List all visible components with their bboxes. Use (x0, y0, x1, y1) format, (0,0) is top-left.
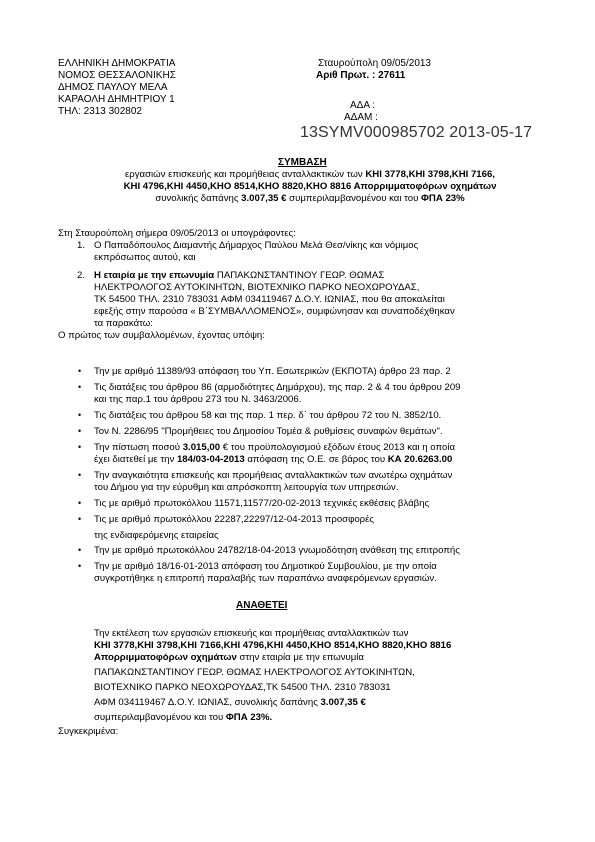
party-2-line (94, 270, 384, 282)
assign-line: ΒΙΟΤΕΧΝΙΚΟ ΠΑΡΚΟ ΝΕΟΧΩΡΟΥΔΑΣ,ΤΚ 54500 ΤΗΛ. 2310 783031 (94, 682, 391, 693)
party-1-number: 1. (77, 240, 86, 251)
adam-label: ΑΔΑΜ : (344, 112, 378, 123)
bullet-text: της ενδιαφερόμενης εταιρείας (94, 530, 219, 541)
party-1-line: Ο Παπαδόπουλος Διαμαντής Δήμαρχος Παύλου Μελά Θεσ/νίκης και νόμιμος (94, 240, 419, 251)
bullet-text-part: Την πίστωση ποσού (94, 442, 183, 453)
total-amount: 3.007,35 € (241, 193, 287, 204)
party-2-line: τα παρακάτω: (94, 318, 153, 329)
subtitle-line-3 (40, 193, 580, 205)
bullet-text-part: € του προϋπολογισμού εξόδων έτους 2013 και η οποία (220, 442, 455, 453)
issuer-line: ΚΑΡΑΟΛΗ ΔΗΜΗΤΡΙΟΥ 1 (58, 94, 175, 105)
bullet-icon: • (78, 545, 82, 555)
vehicle-plates: ΚΗΙ 3778,ΚΗΙ 3798,ΚΗΙ 7166, (365, 169, 495, 180)
first-party-line: Ο πρώτος των συμβαλλομένων, έχοντας υπόψη: (58, 330, 265, 341)
assign-vehicles: Απορριμματοφόρων οχημάτων (94, 652, 237, 663)
bullet-text: Την με αριθμό 11389/93 απόφαση του Υπ. Εσωτερικών (ΕΚΠΟΤΑ) άρθρο 23 παρ. 2 (94, 366, 451, 377)
place-date: Σταυρούπολη 09/05/2013 (318, 58, 431, 69)
bullet-text-part: απόφαση της Ο.Ε. σε βάρος του (244, 454, 388, 465)
bullet-text (94, 454, 452, 466)
bullet-text: Τις διατάξεις του άρθρου 86 (αρμοδιότητες Δημάρχου), της παρ. 2 & 4 του άρθρου 209 (94, 382, 461, 393)
bullet-text (94, 442, 455, 454)
budget-code: ΚΑ 20.6263.00 (387, 454, 453, 465)
assign-text: στην εταιρία με την επωνυμία (236, 652, 364, 663)
bullet-text: και της παρ.1 του άρθρου 273 του Ν. 3463/2006. (94, 394, 302, 405)
assign-line: Την εκτέλεση των εργασιών επισκευής και προμήθειας ανταλλακτικών των (94, 628, 409, 639)
subtitle-text: εργασιών επισκευής και προμήθειας ανταλλακτικών των (125, 169, 366, 180)
issuer-line: ΔΗΜΟΣ ΠΑΥΛΟΥ ΜΕΛΑ (58, 82, 168, 93)
bullet-icon: • (78, 561, 82, 571)
assign-text: ΑΦΜ 034119467 Δ.Ο.Υ. ΙΩΝΙΑΣ, συνολικής δαπάνης (94, 697, 321, 708)
bullet-text: Τις διατάξεις του άρθρου 58 και της παρ. 1 περ. δ΄ του άρθρου 72 του Ν. 3852/10. (94, 410, 442, 421)
subtitle-line-2: ΚΗΙ 4796,ΚΗΙ 4450,ΚΗΟ 8514,ΚΗΟ 8820,ΚΗΟ 8816 Απορριμματοφόρων οχημάτων (123, 181, 497, 192)
specifically-line: Συγκεκριμένα: (58, 726, 119, 737)
ada-label: ΑΔΑ : (350, 100, 376, 111)
decision-number: 184/03-04-2013 (176, 454, 245, 465)
assign-vat: ΦΠΑ 23%. (225, 712, 273, 723)
vat-rate: ΦΠΑ 23% (421, 193, 465, 204)
issuer-line: ΕΛΛΗΝΙΚΗ ΔΗΜΟΚΡΑΤΙΑ (58, 58, 176, 69)
credit-amount: 3.015,00 (182, 442, 221, 453)
assign-line: ΠΑΠΑΚΩΝΣΤΑΝΤΙΝΟΥ ΓΕΩΡ. ΘΩΜΑΣ ΗΛΕΚΤΡΟΛΟΓΟΣ ΑΥΤΟΚΙΝΗΤΩΝ, (94, 667, 415, 678)
document-title: ΣΥΜΒΑΣΗ (278, 157, 327, 168)
bullet-text: συγκροτήθηκε η επιτροπή παραλαβής των παραπάνω αναφερόμενων εργασιών. (94, 573, 437, 584)
party-2-number: 2. (77, 270, 86, 281)
party-2-line: ΗΛΕΚΤΡΟΛΟΓΟΣ ΑΥΤΟΚΙΝΗΤΩΝ, ΒΙΟΤΕΧΝΙΚΟ ΠΑΡΚΟ ΝΕΟΧΩΡΟΥΔΑΣ, (94, 282, 420, 293)
party-2-name: ΠΑΠΑΚΩΝΣΤΑΝΤΙΝΟΥ ΓΕΩΡ. ΘΩΜΑΣ (214, 270, 385, 281)
bullet-icon: • (78, 382, 82, 392)
bullet-text: Τις με αριθμό πρωτοκόλλου 11571,11577/20-02-2013 τεχνικές εκθέσεις βλάβης (94, 498, 430, 509)
bullet-icon: • (78, 442, 82, 452)
bullet-text: Τον Ν. 2286/95 "Προμήθειες του Δημοσίου Τομέα & ρυθμίσεις συναφών θεμάτων". (94, 426, 443, 437)
assign-line (94, 652, 364, 664)
issuer-line: ΝΟΜΟΣ ΘΕΣΣΑΛΟΝΙΚΗΣ (58, 70, 176, 81)
issuer-block (58, 58, 176, 118)
bullet-icon: • (78, 514, 82, 524)
bullet-icon: • (78, 366, 82, 376)
assign-line (94, 697, 366, 709)
assign-amount: 3.007,35 € (320, 697, 366, 708)
assign-plates: ΚΗΙ 3778,ΚΗΙ 3798,ΚΗΙ 7166,ΚΗΙ 4796,ΚΗΙ 4450,ΚΗΟ 8514,ΚΗΟ 8820,ΚΗΟ 8816 (94, 640, 452, 651)
subtitle-text: συνολικής δαπάνης (155, 193, 242, 204)
subtitle-text: συμπεριλαμβανομένου και του (286, 193, 422, 204)
party-1-line: εκπρόσωπος αυτού, και (94, 252, 196, 263)
adam-number: 13SYMV000985702 2013-05-17 (300, 124, 533, 141)
bullet-text: Την με αριθμό πρωτοκόλλου 24782/18-04-2013 γνωμοδότηση ανάθεση της επιτροπής (94, 545, 460, 556)
bullet-icon: • (78, 410, 82, 420)
subtitle-line-1 (40, 169, 580, 181)
bullet-text: Την με αριθμό 18/16-01-2013 απόφαση του Δημοτικού Συμβουλίου, με την οποία (94, 561, 437, 572)
bullet-icon: • (78, 470, 82, 480)
party-2-line: ΤΚ 54500 ΤΗΛ. 2310 783031 ΑΦΜ 034119467 Δ.Ο.Υ. ΙΩΝΙΑΣ, που θα αποκαλείται (94, 294, 445, 305)
bullet-text-part: έχει διατεθεί με την (94, 454, 177, 465)
assign-line (94, 712, 272, 724)
bullet-icon: • (78, 498, 82, 508)
intro-line: Στη Σταυρούπολη σήμερα 09/05/2013 οι υπογράφοντες: (58, 228, 296, 239)
assign-text: συμπεριλαμβανομένου και του (94, 712, 226, 723)
bullet-text: του Δήμου για την εύρυθμη και απρόσκοπτη λειτουργία των υπηρεσιών. (94, 482, 399, 493)
bullet-icon: • (78, 426, 82, 436)
issuer-line: ΤΗΛ: 2313 302802 (58, 106, 142, 117)
party-2-company-label: Η εταιρία με την επωνυμία (94, 270, 215, 281)
party-2-line: εφεξής στην παρούσα « Β΄ΣΥΜΒΑΛΛΟΜΕΝΟΣ», συμφώνησαν και συναποδέχθηκαν (94, 306, 455, 317)
section-heading: ΑΝΑΘΕΤΕΙ (236, 600, 288, 611)
protocol-number: Αριθ Πρωτ. : 27611 (316, 70, 406, 81)
bullet-text: Την αναγκαιότητα επισκευής και προμήθειας ανταλλακτικών των ανωτέρω οχημάτων (94, 470, 453, 481)
bullet-text: Τις με αριθμό πρωτοκόλλου 22287,22297/12-04-2013 προσφορές (94, 514, 375, 525)
